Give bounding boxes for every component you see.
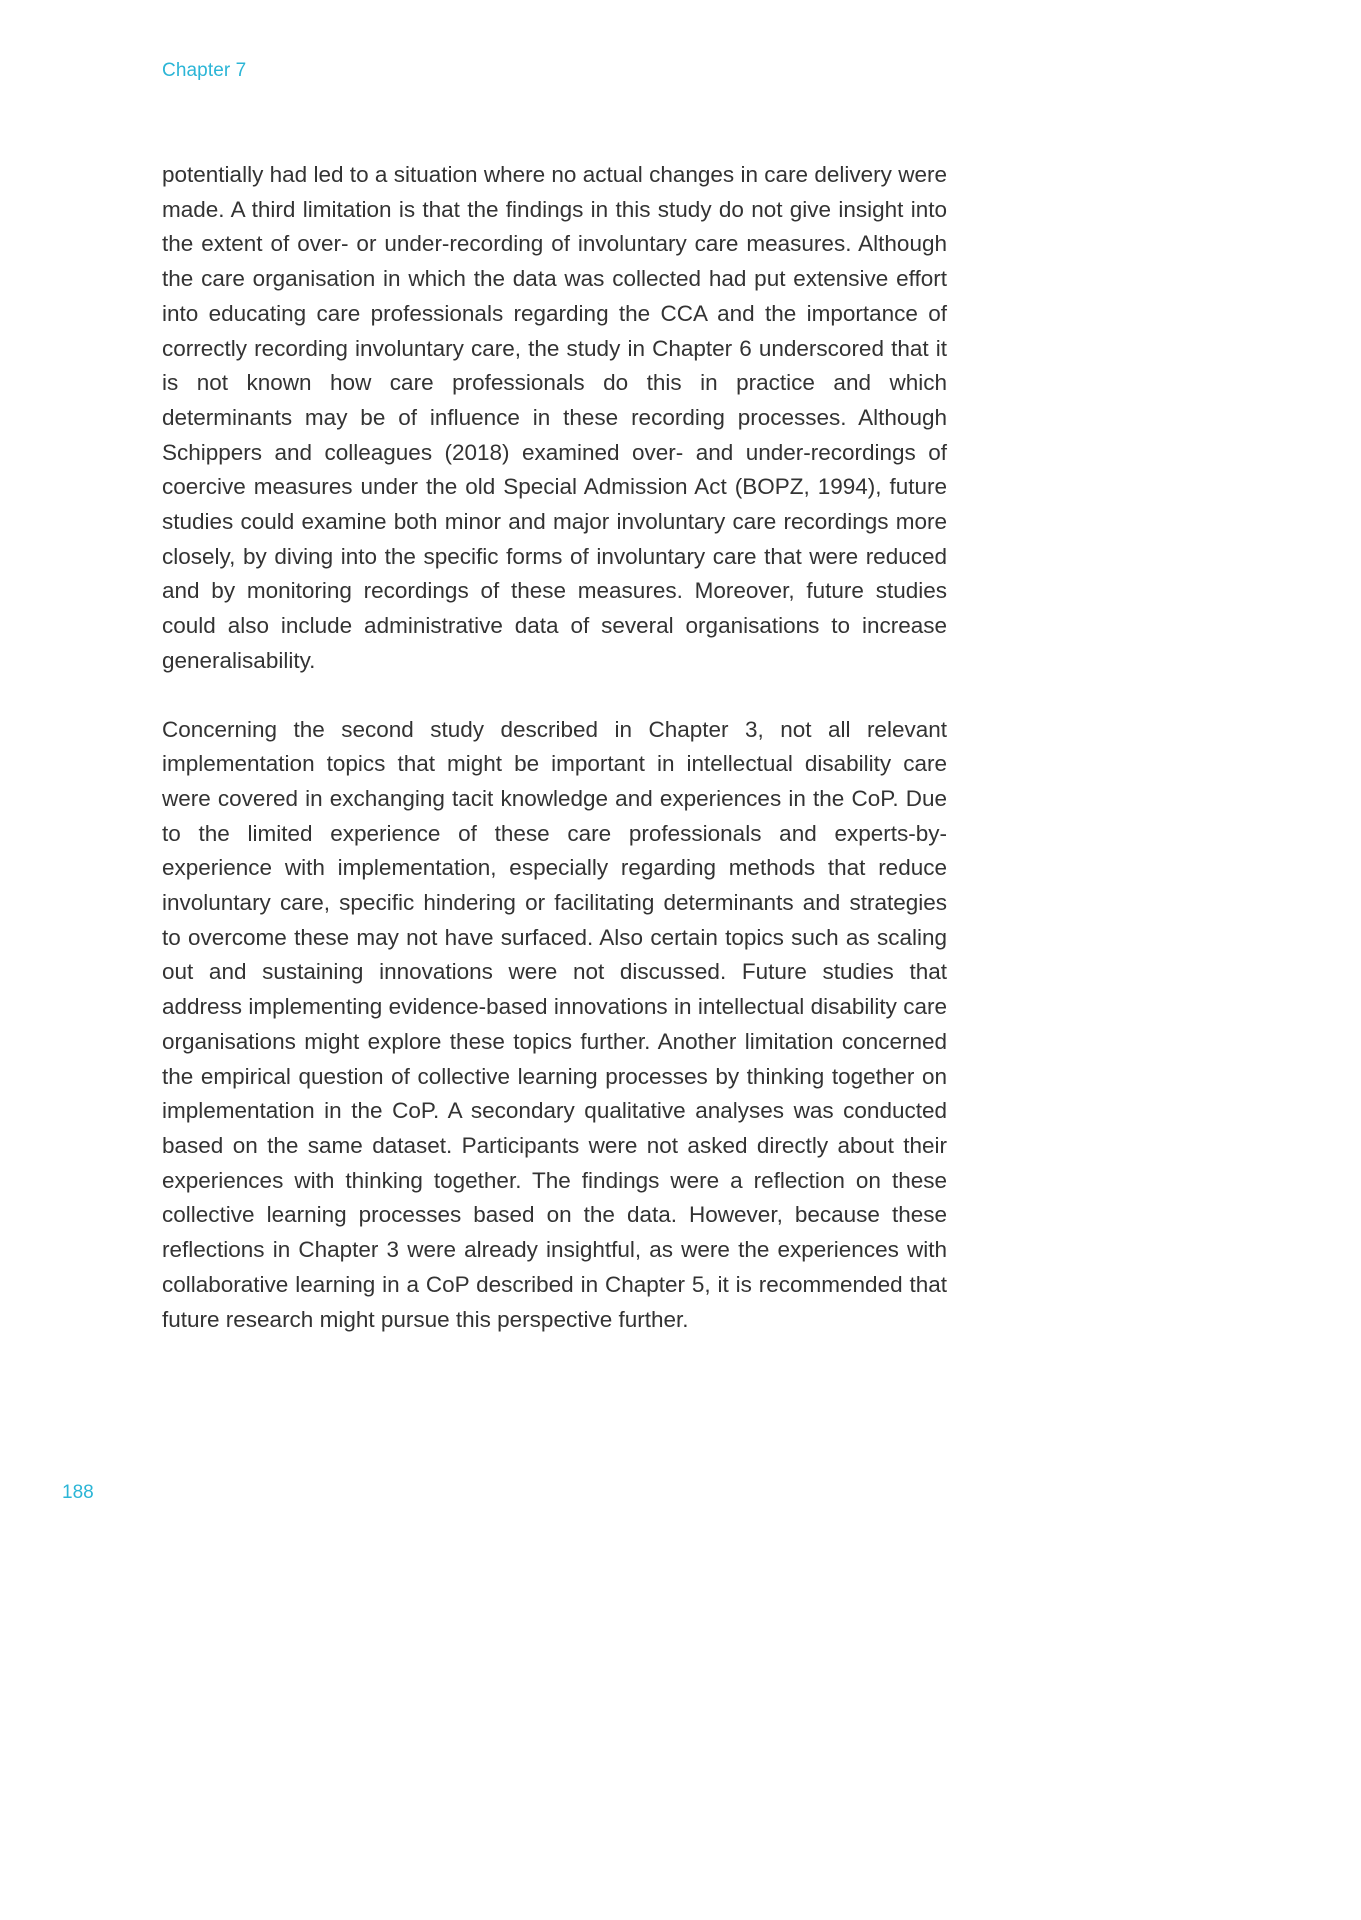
body-text [162,158,947,1371]
paragraph: potentially had led to a situation where no actual changes in care delivery were made. A third limitation is that the findings in this study do not give insight into the extent of over- or under-recording of involuntary care measures. Although the care organisation in which the data was collected had put extensive effort into educating care professionals regarding the CCA and the importance of correctly recording involuntary care, the study in Chapter 6 underscored that it is not known how care professionals do this in practice and which determinants may be of influence in these recording processes. Although Schippers and colleagues (2018) examined over- and under-recordings of coercive measures under the old Special Admission Act (BOPZ, 1994), future studies could examine both minor and major involuntary care recordings more closely, by diving into the specific forms of involuntary care that were reduced and by monitoring recordings of these measures. Moreover, future studies could also include administrative data of several organisations to increase generalisability. [162,162,947,673]
running-header-chapter: Chapter 7 [162,60,247,81]
page-number: 188 [62,1482,94,1503]
paragraph: Concerning the second study described in Chapter 3, not all relevant implementation topics that might be important in intellectual disability care were covered in exchanging tacit knowledge and experiences in the CoP. Due to the limited experience of these care professionals and experts-by-experience with implementation, especially regarding methods that reduce involuntary care, specific hindering or facilitating determinants and strategies to overcome these may not have surfaced. Also certain topics such as scaling out and sustaining innovations were not discussed. Future studies that address implementing evidence-based innovations in intellectual disability care organisations might explore these topics further. Another limitation concerned the empirical question of collective learning processes by thinking together on implementation in the CoP. A secondary qualitative analyses was conducted based on the same dataset. Participants were not asked directly about their experiences with thinking together. The findings were a reflection on these collective learning processes based on the data. However, because these reflections in Chapter 3 were already insightful, as were the experiences with collaborative learning in a CoP described in Chapter 5, it is recommended that future research might pursue this perspective further. [162,716,947,1332]
